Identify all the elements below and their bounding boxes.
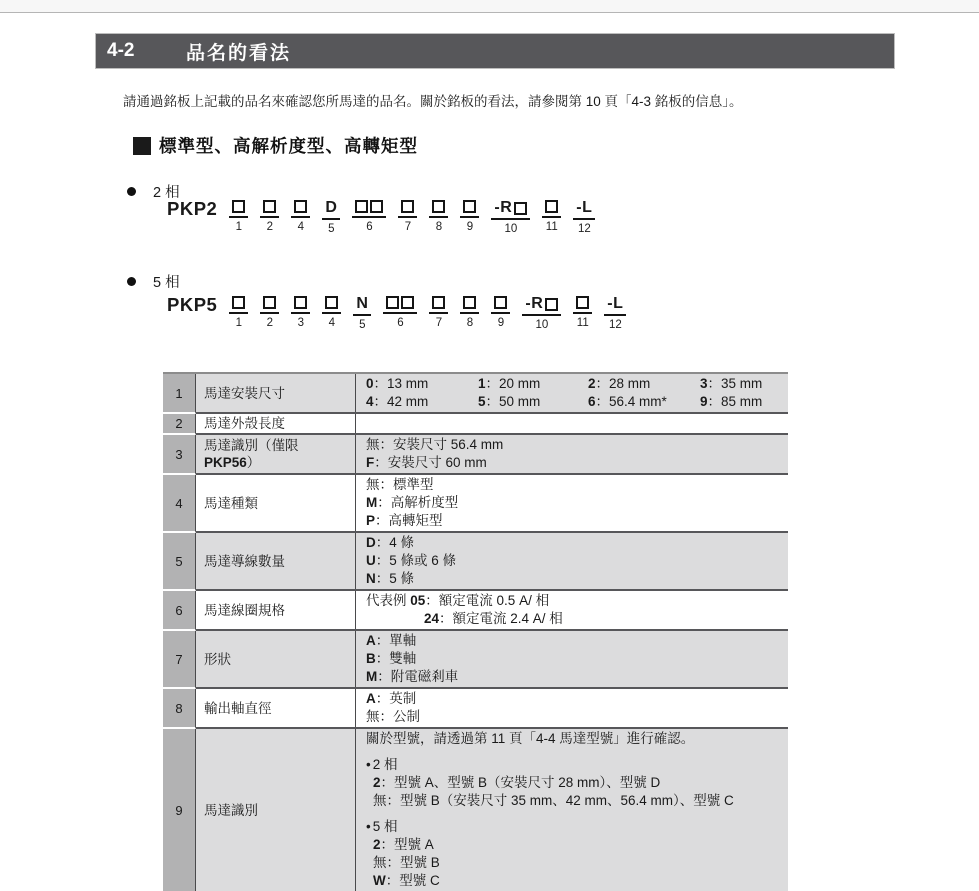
row-label-cell: [196, 414, 356, 433]
placeholder-box-icon: [386, 296, 399, 309]
row-number-cell: 2: [163, 414, 196, 435]
row-content-cell: [356, 591, 788, 629]
code-symbol: 2: [373, 837, 381, 852]
text-segment: ：5 條: [375, 571, 415, 586]
row-number-cell: 9: [163, 729, 196, 891]
text-segment: 無：公制: [366, 709, 420, 724]
code-group-symbols: [573, 296, 592, 314]
row-content-cell: [356, 689, 788, 727]
option-line: [366, 552, 778, 570]
placeholder-box-icon: [370, 200, 383, 213]
text-segment: ：42 mm: [373, 394, 429, 409]
subsection-heading-text: 標準型、高解析度型、高轉矩型: [159, 136, 418, 156]
code-group: [383, 296, 417, 329]
option-line: [366, 476, 778, 494]
placeholder-box-icon: [432, 200, 445, 213]
code-position-number: 10: [504, 223, 518, 235]
code-group: [460, 200, 479, 233]
row-body: [196, 475, 788, 533]
option-line: [366, 632, 778, 650]
code-group-symbols: [229, 296, 248, 314]
placeholder-box-icon: [294, 200, 307, 213]
option-item: [366, 375, 478, 393]
option-item: [700, 375, 778, 393]
row-number-cell: 6: [163, 591, 196, 631]
text-segment: ：85 mm: [707, 394, 763, 409]
row-content-cell: [356, 631, 788, 687]
code-symbol: 9: [700, 394, 708, 409]
code-letter: -L: [607, 295, 624, 312]
text-segment: 無：型號 B（安裝尺寸 35 mm、42 mm、56.4 mm）、型號 C: [373, 793, 734, 808]
placeholder-box-icon: [576, 296, 589, 309]
option-line: [366, 708, 778, 726]
placeholder-box-icon: [325, 296, 338, 309]
text-segment: 無：安裝尺寸 56.4 mm: [366, 437, 504, 452]
row-label-text: [204, 700, 272, 717]
code-position-number: 9: [466, 221, 474, 233]
code-symbol: M: [366, 495, 378, 510]
placeholder-box-icon: [401, 296, 414, 309]
row-content-cell: [356, 729, 788, 891]
row-label-text: [204, 437, 347, 471]
option-line: [366, 836, 778, 854]
code-position-number: 3: [297, 317, 305, 329]
text-segment: ：35 mm: [707, 376, 763, 391]
code-position-number: 10: [535, 319, 549, 331]
code-symbol: 2: [373, 775, 381, 790]
row-number-cell: 5: [163, 533, 196, 591]
table-row: [163, 533, 788, 591]
table-row: [163, 729, 788, 891]
text-segment: ：英制: [375, 691, 417, 706]
model-code-diagram-2phase: [167, 200, 595, 235]
option-line: [366, 774, 778, 792]
row-label-text: [204, 802, 258, 819]
text-segment: 馬達線圈規格: [204, 602, 285, 618]
text-segment: 關於型號，請透過第 11 頁「4-4 馬達型號」進行確認。: [366, 731, 695, 746]
subsection-heading: [133, 133, 418, 158]
code-group: [429, 296, 448, 329]
row-number-cell: 7: [163, 631, 196, 689]
code-group-symbols: [573, 200, 595, 220]
code-position-number: 11: [576, 317, 589, 329]
text-segment: ：5 條或 6 條: [375, 553, 457, 568]
row-label-text: [204, 415, 285, 432]
code-group: [491, 200, 530, 235]
code-symbol: A: [366, 691, 376, 706]
code-group: [429, 200, 448, 233]
text-segment: 5 相: [372, 819, 398, 834]
row-label-cell: [196, 435, 356, 473]
row-body: [196, 689, 788, 729]
placeholder-box-icon: [545, 298, 558, 311]
code-position-number: 6: [366, 221, 373, 233]
code-group: [291, 296, 310, 329]
option-line: [366, 854, 778, 872]
text-segment: 馬達導線數量: [204, 553, 285, 569]
option-line: [366, 512, 778, 530]
code-group-symbols: [491, 296, 510, 314]
text-segment: ：單軸: [375, 633, 417, 648]
model-code-diagram-5phase: [167, 296, 626, 331]
code-group: [322, 296, 341, 329]
text-segment: ：雙軸: [375, 651, 417, 666]
code-group-symbols: [429, 200, 448, 218]
code-group: [229, 200, 248, 233]
code-group-symbols: [522, 296, 561, 316]
code-group: [260, 200, 279, 233]
text-segment: ：50 mm: [485, 394, 541, 409]
code-symbol: N: [366, 571, 376, 586]
code-group-symbols: [542, 200, 561, 218]
intro-paragraph: 請通過銘板上記載的品名來確認您所馬達的品名。關於銘板的看法，請參閱第 10 頁「4-3 銘板的信息」。: [123, 94, 743, 109]
bullet-line: [366, 818, 778, 836]
code-group-symbols: [383, 296, 417, 314]
option-line: [366, 454, 778, 472]
code-position-number: 1: [235, 317, 243, 329]
section-marker-icon: [133, 137, 151, 155]
code-group: [322, 200, 340, 235]
text-segment: ：4 條: [375, 535, 415, 550]
code-group-symbols: [352, 200, 386, 218]
text-segment: 輸出軸直徑: [204, 700, 272, 716]
code-position-number: 7: [404, 221, 412, 233]
row-label-text: [204, 385, 285, 402]
option-line: [366, 610, 778, 628]
row-label-text: [204, 495, 258, 512]
row-number-cell: 4: [163, 475, 196, 533]
code-position-number: 2: [266, 317, 274, 329]
option-item: [366, 393, 478, 411]
model-prefix: PKP2: [167, 198, 218, 219]
row-body: [196, 374, 788, 414]
code-group-symbols: [429, 296, 448, 314]
text-segment: 無：標準型: [366, 477, 434, 492]
code-position-number: 12: [608, 319, 622, 331]
row-label-cell: [196, 475, 356, 531]
text-segment: 馬達識別: [204, 802, 258, 818]
text-segment: 馬達安裝尺寸: [204, 385, 285, 401]
table-row: [163, 374, 788, 414]
option-line: [366, 494, 778, 512]
text-segment: 代表例: [366, 593, 411, 608]
table-row: [163, 435, 788, 475]
text-segment: ：額定電流 0.5 A/ 相: [425, 593, 550, 608]
option-item: [700, 393, 778, 411]
table-row: [163, 475, 788, 533]
text-segment: 馬達種類: [204, 495, 258, 511]
code-group: [352, 200, 386, 233]
table-row: [163, 414, 788, 435]
code-position-number: 5: [328, 223, 335, 235]
code-group-symbols: [260, 296, 279, 314]
text-segment: ：型號 A、型號 B（安裝尺寸 28 mm）、型號 D: [380, 775, 661, 790]
option-line: [366, 570, 778, 588]
text-segment: ：28 mm: [595, 376, 651, 391]
placeholder-box-icon: [401, 200, 414, 213]
code-symbol: W: [373, 873, 386, 888]
code-letter: N: [356, 295, 369, 312]
row-number-cell: 1: [163, 374, 196, 414]
option-line: [366, 730, 778, 748]
code-symbol: 05: [410, 593, 426, 608]
code-letter: -R: [525, 295, 544, 312]
code-group: [398, 200, 417, 233]
row-label-cell: [196, 374, 356, 412]
row-number-cell: 3: [163, 435, 196, 475]
text-segment: ：13 mm: [373, 376, 429, 391]
code-position-number: 5: [359, 319, 366, 331]
row-label-cell: [196, 729, 356, 891]
code-symbol: 24: [424, 611, 440, 626]
code-position-number: 11: [545, 221, 558, 233]
code-group-symbols: [322, 200, 340, 220]
code-group: [573, 200, 595, 235]
code-symbol: 6: [588, 394, 596, 409]
section-header-bar: [95, 33, 895, 69]
row-label-cell: [196, 631, 356, 687]
placeholder-box-icon: [463, 296, 476, 309]
page-top-edge: [0, 0, 979, 13]
code-position-number: 4: [328, 317, 336, 329]
option-line: [366, 436, 778, 454]
text-segment: ）: [246, 455, 261, 470]
code-group: [460, 296, 479, 329]
text-segment: 馬達識別（僅限: [204, 438, 299, 453]
code-symbol: PKP56: [204, 455, 247, 470]
code-position-number: 2: [266, 221, 274, 233]
code-group-symbols: [460, 296, 479, 314]
code-symbol: F: [366, 455, 375, 470]
placeholder-box-icon: [263, 200, 276, 213]
text-segment: 形狀: [204, 651, 231, 667]
code-group: [604, 296, 626, 331]
code-group-symbols: [291, 296, 310, 314]
code-group-symbols: [491, 200, 530, 220]
text-segment: ：56.4 mm*: [595, 394, 667, 409]
option-line: [366, 872, 778, 890]
text-segment: 馬達外殼長度: [204, 416, 285, 431]
circle-bullet-icon: [127, 187, 136, 196]
row-number-cell: 8: [163, 689, 196, 729]
placeholder-box-icon: [263, 296, 276, 309]
placeholder-box-icon: [514, 202, 527, 215]
code-letter: -L: [576, 199, 593, 216]
code-symbol: D: [366, 535, 376, 550]
row-content-cell: [356, 374, 788, 412]
code-group: [573, 296, 592, 329]
code-group-symbols: [229, 200, 248, 218]
option-line: [366, 592, 778, 610]
placeholder-box-icon: [232, 200, 245, 213]
code-symbol: 5: [478, 394, 486, 409]
placeholder-box-icon: [494, 296, 507, 309]
code-position-number: 1: [235, 221, 243, 233]
placeholder-box-icon: [432, 296, 445, 309]
row-body: [196, 435, 788, 475]
option-line: [366, 792, 778, 810]
code-symbol: P: [366, 513, 376, 528]
code-group-symbols: [604, 296, 626, 316]
code-group: [522, 296, 561, 331]
code-position-number: 12: [577, 223, 591, 235]
option-item: [588, 375, 700, 393]
row-body: [196, 631, 788, 689]
row-body: [196, 729, 788, 891]
code-group: [260, 296, 279, 329]
code-letter: D: [325, 199, 338, 216]
placeholder-box-icon: [232, 296, 245, 309]
phase-label-5: [127, 271, 180, 292]
code-position-number: 8: [466, 317, 474, 329]
row-label-cell: [196, 689, 356, 727]
circle-bullet-icon: [127, 277, 136, 286]
table-row: [163, 591, 788, 631]
row-label-text: [204, 553, 285, 570]
code-symbol: M: [366, 669, 378, 684]
code-symbol: 3: [700, 376, 708, 391]
row-label-text: [204, 602, 285, 619]
section-title: 品名的看法: [186, 42, 292, 64]
option-item: [588, 393, 700, 411]
code-group-symbols: [260, 200, 279, 218]
code-group: [491, 296, 510, 329]
text-segment: 無：型號 B: [373, 855, 440, 870]
row-content-cell: [356, 414, 788, 433]
row-content-cell: [356, 435, 788, 473]
row-body: [196, 533, 788, 591]
bullet-line: [366, 756, 778, 774]
table-row: [163, 689, 788, 729]
model-code-spec-table: [163, 372, 788, 891]
code-group-symbols: [322, 296, 341, 314]
code-group-symbols: [291, 200, 310, 218]
code-symbol: B: [366, 651, 376, 666]
option-item: [478, 375, 588, 393]
code-letter: -R: [494, 199, 513, 216]
row-content-cell: [356, 533, 788, 589]
code-position-number: 8: [435, 221, 443, 233]
code-position-number: 6: [397, 317, 404, 329]
row-body: [196, 591, 788, 631]
text-segment: 2 相: [372, 757, 398, 772]
option-line: [366, 690, 778, 708]
row-label-text: [204, 651, 231, 668]
text-segment: ：安裝尺寸 60 mm: [374, 455, 487, 470]
code-position-number: 4: [297, 221, 305, 233]
code-group: [353, 296, 371, 331]
code-symbol: A: [366, 633, 376, 648]
code-group: [291, 200, 310, 233]
text-segment: ：型號 C: [385, 873, 440, 888]
code-symbol: U: [366, 553, 376, 568]
code-group-symbols: [353, 296, 371, 316]
option-grid: [366, 375, 778, 411]
row-label-cell: [196, 591, 356, 629]
code-position-number: 9: [497, 317, 505, 329]
text-segment: ：高轉矩型: [375, 513, 443, 528]
code-group-symbols: [398, 200, 417, 218]
placeholder-box-icon: [355, 200, 368, 213]
model-prefix: PKP5: [167, 294, 218, 315]
placeholder-box-icon: [463, 200, 476, 213]
dot-bullet-icon: •: [366, 757, 371, 772]
row-body: [196, 414, 788, 435]
option-item: [478, 393, 588, 411]
phase-label-text: 2 相: [153, 185, 180, 201]
placeholder-box-icon: [294, 296, 307, 309]
phase-label-text: 5 相: [153, 275, 180, 291]
option-line: [366, 534, 778, 552]
code-symbol: 1: [478, 376, 486, 391]
text-segment: ：額定電流 2.4 A/ 相: [439, 611, 563, 626]
code-group: [229, 296, 248, 329]
code-symbol: 2: [588, 376, 596, 391]
code-position-number: 7: [435, 317, 443, 329]
dot-bullet-icon: •: [366, 819, 371, 834]
code-symbol: 0: [366, 376, 374, 391]
text-segment: ：高解析度型: [377, 495, 459, 510]
option-line: [366, 668, 778, 686]
table-row: [163, 631, 788, 689]
code-group: [542, 200, 561, 233]
code-group-symbols: [460, 200, 479, 218]
row-content-cell: [356, 475, 788, 531]
text-segment: ：附電磁剎車: [377, 669, 459, 684]
code-symbol: 4: [366, 394, 374, 409]
text-segment: ：20 mm: [485, 376, 541, 391]
row-label-cell: [196, 533, 356, 589]
text-segment: ：型號 A: [380, 837, 434, 852]
section-number: 4-2: [107, 40, 135, 61]
option-line: [366, 650, 778, 668]
placeholder-box-icon: [545, 200, 558, 213]
